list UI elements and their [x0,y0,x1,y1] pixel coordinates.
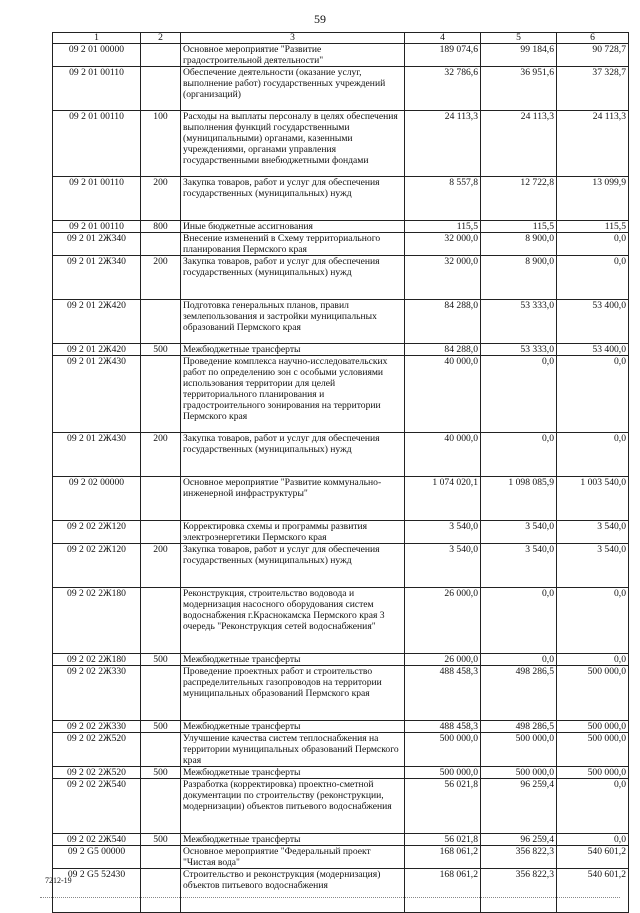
table-row [53,721,629,733]
type-cell [141,846,181,869]
description-cell: Корректировка схемы и программы развития электроэнергетики Пермского края [181,521,405,544]
table-row [53,666,629,721]
type-cell [141,477,181,521]
amount-cell: 84 288,0 [405,300,481,344]
amount-cell: 96 259,4 [481,834,557,846]
table-row [53,356,629,433]
amount-cell: 500 000,0 [405,733,481,767]
type-cell [141,67,181,111]
code-cell: 09 2 02 2Ж330 [53,666,141,721]
amount-cell: 0,0 [557,588,629,654]
type-cell [141,44,181,67]
code-cell: 09 2 02 2Ж120 [53,544,141,588]
table-row [53,177,629,221]
type-cell [141,869,181,913]
amount-cell: 8 900,0 [481,233,557,256]
code-cell: 09 2 02 2Ж540 [53,834,141,846]
type-cell: 500 [141,344,181,356]
description-cell: Межбюджетные трансферты [181,344,405,356]
amount-cell: 13 099,9 [557,177,629,221]
description-cell: Закупка товаров, работ и услуг для обеспечения государственных (муниципальных) нужд [181,433,405,477]
amount-cell: 24 113,3 [405,111,481,177]
column-header: 2 [141,33,181,44]
column-header: 6 [557,33,629,44]
amount-cell: 3 540,0 [557,544,629,588]
description-cell: Межбюджетные трансферты [181,767,405,779]
table-row [53,654,629,666]
table-row [53,233,629,256]
code-cell: 09 2 G5 52430 [53,869,141,913]
amount-cell: 12 722,8 [481,177,557,221]
description-cell: Проведение комплекса научно-исследовательских работ по определению зон с особыми условиями использования территории для целей территориального планирования и градостроительного зонирования на территории Пермского края [181,356,405,433]
type-cell: 100 [141,111,181,177]
description-cell: Строительство и реконструкция (модернизация) объектов питьевого водоснабжения [181,869,405,913]
type-cell: 200 [141,256,181,300]
bottom-divider [40,897,620,898]
type-cell [141,521,181,544]
amount-cell: 96 259,4 [481,779,557,834]
amount-cell: 115,5 [405,221,481,233]
amount-cell: 168 061,2 [405,846,481,869]
amount-cell: 32 786,6 [405,67,481,111]
code-cell: 09 2 02 2Ж520 [53,767,141,779]
column-header: 1 [53,33,141,44]
amount-cell: 1 074 020,1 [405,477,481,521]
description-cell: Межбюджетные трансферты [181,721,405,733]
type-cell: 800 [141,221,181,233]
description-cell: Межбюджетные трансферты [181,654,405,666]
amount-cell: 540 601,2 [557,846,629,869]
amount-cell: 498 286,5 [481,666,557,721]
type-cell: 200 [141,433,181,477]
table-row [53,256,629,300]
amount-cell: 32 000,0 [405,256,481,300]
amount-cell: 56 021,8 [405,779,481,834]
type-cell: 500 [141,767,181,779]
amount-cell: 3 540,0 [557,521,629,544]
table-row [53,588,629,654]
amount-cell: 53 333,0 [481,300,557,344]
amount-cell: 0,0 [557,654,629,666]
code-cell: 09 2 02 2Ж120 [53,521,141,544]
amount-cell: 356 822,3 [481,869,557,913]
amount-cell: 1 003 540,0 [557,477,629,521]
amount-cell: 24 113,3 [557,111,629,177]
amount-cell: 0,0 [557,356,629,433]
amount-cell: 0,0 [557,233,629,256]
description-cell: Иные бюджетные ассигнования [181,221,405,233]
code-cell: 09 2 01 00000 [53,44,141,67]
amount-cell: 84 288,0 [405,344,481,356]
table-row [53,834,629,846]
amount-cell: 40 000,0 [405,433,481,477]
amount-cell: 53 333,0 [481,344,557,356]
table-row [53,544,629,588]
description-cell: Основное мероприятие "Федеральный проект "Чистая вода" [181,846,405,869]
code-cell: 09 2 02 2Ж330 [53,721,141,733]
amount-cell: 8 557,8 [405,177,481,221]
type-cell [141,733,181,767]
code-cell: 09 2 01 2Ж430 [53,356,141,433]
code-cell: 09 2 01 00110 [53,111,141,177]
amount-cell: 500 000,0 [557,767,629,779]
amount-cell: 115,5 [557,221,629,233]
amount-cell: 8 900,0 [481,256,557,300]
amount-cell: 37 328,7 [557,67,629,111]
header-row [53,33,629,44]
amount-cell: 0,0 [481,588,557,654]
amount-cell: 0,0 [557,834,629,846]
amount-cell: 1 098 085,9 [481,477,557,521]
amount-cell: 488 458,3 [405,666,481,721]
amount-cell: 0,0 [557,256,629,300]
table-row [53,44,629,67]
code-cell: 09 2 02 2Ж540 [53,779,141,834]
column-header: 3 [181,33,405,44]
amount-cell: 24 113,3 [481,111,557,177]
type-cell [141,779,181,834]
type-cell: 200 [141,177,181,221]
amount-cell: 53 400,0 [557,344,629,356]
table-row [53,767,629,779]
amount-cell: 0,0 [481,433,557,477]
description-cell: Закупка товаров, работ и услуг для обеспечения государственных (муниципальных) нужд [181,177,405,221]
description-cell: Разработка (корректировка) проектно-сметной документации по строительству (реконструкции, модернизации) объектов питьевого водоснабжения [181,779,405,834]
amount-cell: 3 540,0 [481,544,557,588]
type-cell [141,233,181,256]
amount-cell: 90 728,7 [557,44,629,67]
code-cell: 09 2 02 2Ж180 [53,654,141,666]
amount-cell: 3 540,0 [481,521,557,544]
table-row [53,846,629,869]
amount-cell: 0,0 [557,779,629,834]
type-cell [141,666,181,721]
code-cell: 09 2 G5 00000 [53,846,141,869]
table-row [53,521,629,544]
amount-cell: 0,0 [557,433,629,477]
amount-cell: 53 400,0 [557,300,629,344]
amount-cell: 3 540,0 [405,544,481,588]
page-number: 59 [314,12,326,26]
amount-cell: 500 000,0 [481,767,557,779]
amount-cell: 356 822,3 [481,846,557,869]
amount-cell: 26 000,0 [405,654,481,666]
code-cell: 09 2 02 2Ж180 [53,588,141,654]
amount-cell: 26 000,0 [405,588,481,654]
amount-cell: 32 000,0 [405,233,481,256]
description-cell: Реконструкция, строительство водовода и модернизация насосного оборудования систем водоснабжения г.Краснокамска Пермского края 3 очередь "Реконструкция сетей водоснабжения" [181,588,405,654]
type-cell [141,356,181,433]
type-cell [141,300,181,344]
amount-cell: 488 458,3 [405,721,481,733]
amount-cell: 115,5 [481,221,557,233]
description-cell: Проведение проектных работ и строительство распределительных газопроводов на территории муниципальных образований Пермского края [181,666,405,721]
description-cell: Закупка товаров, работ и услуг для обеспечения государственных (муниципальных) нужд [181,256,405,300]
description-cell: Расходы на выплаты персоналу в целях обеспечения выполнения функций государственными (муниципальными) органами, казенными учреждениями, органами управления государственными внебюджетными фондами [181,111,405,177]
description-cell: Основное мероприятие "Развитие градостроительной деятельности" [181,44,405,67]
code-cell: 09 2 01 00110 [53,221,141,233]
description-cell: Основное мероприятие "Развитие коммунально-инженерной инфраструктуры" [181,477,405,521]
table-row [53,300,629,344]
table-row [53,221,629,233]
code-cell: 09 2 02 2Ж520 [53,733,141,767]
amount-cell: 56 021,8 [405,834,481,846]
amount-cell: 500 000,0 [557,733,629,767]
amount-cell: 0,0 [481,654,557,666]
type-cell: 500 [141,721,181,733]
table-row [53,733,629,767]
description-cell: Обеспечение деятельности (оказание услуг, выполнение работ) государственных учреждений (организаций) [181,67,405,111]
amount-cell: 40 000,0 [405,356,481,433]
code-cell: 09 2 02 00000 [53,477,141,521]
column-header: 5 [481,33,557,44]
type-cell [141,588,181,654]
description-cell: Закупка товаров, работ и услуг для обеспечения государственных (муниципальных) нужд [181,544,405,588]
column-header: 4 [405,33,481,44]
code-cell: 09 2 01 00110 [53,177,141,221]
amount-cell: 500 000,0 [557,666,629,721]
table-row [53,779,629,834]
amount-cell: 3 540,0 [405,521,481,544]
table-row [53,344,629,356]
table-row [53,433,629,477]
amount-cell: 168 061,2 [405,869,481,913]
type-cell: 500 [141,654,181,666]
description-cell: Улучшение качества систем теплоснабжения на территории муниципальных образований Пермского края [181,733,405,767]
amount-cell: 99 184,6 [481,44,557,67]
description-cell: Подготовка генеральных планов, правил землепользования и застройки муниципальных образований Пермского края [181,300,405,344]
amount-cell: 540 601,2 [557,869,629,913]
code-cell: 09 2 01 2Ж340 [53,256,141,300]
type-cell: 500 [141,834,181,846]
amount-cell: 498 286,5 [481,721,557,733]
table-row [53,111,629,177]
amount-cell: 0,0 [481,356,557,433]
code-cell: 09 2 01 2Ж420 [53,344,141,356]
code-cell: 09 2 01 2Ж340 [53,233,141,256]
table-row [53,869,629,913]
budget-table [52,32,629,913]
table-row [53,477,629,521]
table-row [53,67,629,111]
code-cell: 09 2 01 00110 [53,67,141,111]
amount-cell: 500 000,0 [481,733,557,767]
description-cell: Внесение изменений в Схему территориального планирования Пермского края [181,233,405,256]
amount-cell: 500 000,0 [557,721,629,733]
amount-cell: 189 074,6 [405,44,481,67]
description-cell: Межбюджетные трансферты [181,834,405,846]
amount-cell: 36 951,6 [481,67,557,111]
code-cell: 09 2 01 2Ж420 [53,300,141,344]
footer-code: 7212-19 [45,876,72,885]
type-cell: 200 [141,544,181,588]
code-cell: 09 2 01 2Ж430 [53,433,141,477]
amount-cell: 500 000,0 [405,767,481,779]
